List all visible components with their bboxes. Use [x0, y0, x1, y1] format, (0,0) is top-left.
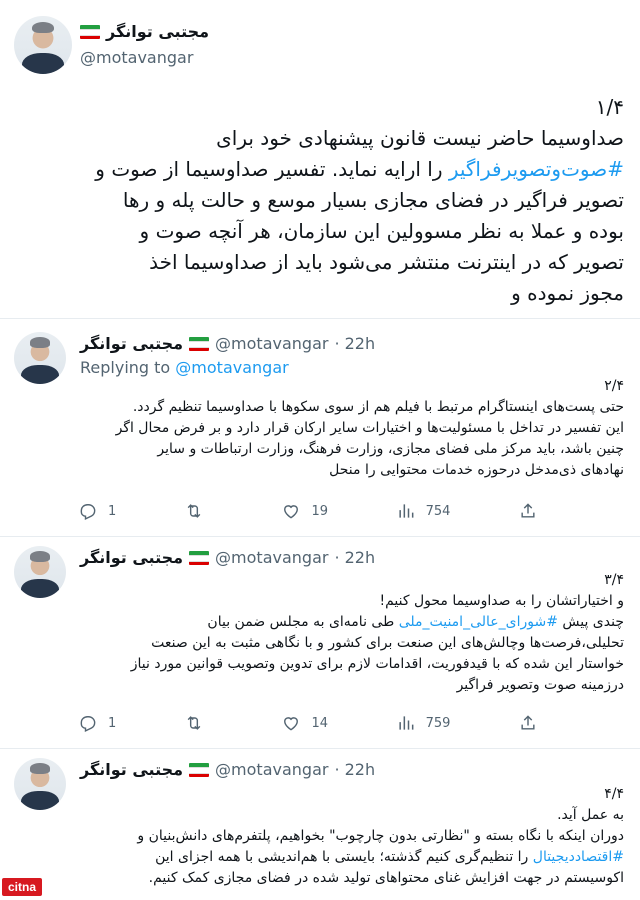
replying-to-handle[interactable]: @motavangar — [175, 358, 289, 377]
author-name[interactable]: مجتبی توانگر — [80, 334, 184, 353]
views-button[interactable] — [396, 713, 451, 733]
share-icon — [518, 713, 538, 733]
reply-text: ۲/۴ حتی پست‌های اینستاگرام مرتبط با فیلم هم از سوی سکوها با صداوسیما تنظیم گردد. این تفسیر در تداخل با مسئولیت‌ها و اختیارات سایر ارکان قرار دارد و بر فرض محال اگر چنین باشد، باید مرکز ملی فضای مجازی، وزارت فرهنگ، وزارت ارتباطات و سایر نهادهای ذی‌مدخل درحوزه خدمات محتوایی را منحل — [80, 376, 624, 481]
reply-counter: ۳/۴ — [604, 572, 624, 588]
iran-flag-icon — [80, 25, 100, 39]
reply-header — [80, 334, 375, 353]
retweet-button[interactable] — [184, 713, 214, 733]
reply-counter: ۴/۴ — [604, 786, 624, 802]
like-count: 19 — [311, 503, 328, 519]
reply-icon — [78, 501, 98, 521]
hashtag-link[interactable]: #اقتصاددیجیتال — [532, 849, 624, 865]
author-handle[interactable]: @motavangar — [215, 548, 329, 567]
views-count: 759 — [425, 715, 451, 731]
avatar[interactable] — [14, 758, 66, 810]
divider — [0, 318, 640, 319]
tweet-time[interactable]: · 22h — [334, 548, 376, 567]
avatar[interactable] — [14, 16, 72, 74]
reply-counter: ۲/۴ — [604, 378, 624, 394]
analytics-icon — [396, 501, 416, 521]
iran-flag-icon — [189, 551, 209, 565]
author-name[interactable]: مجتبی توانگر — [80, 760, 184, 779]
tweet-time[interactable]: · 22h — [334, 334, 376, 353]
reply-text: ۳/۴ و اختیاراتشان را به صداوسیما محول کنیم! چندی پیش #شورای_عالی_امنیت_ملی طی نامه‌ای به مجلس ضمن بیان تحلیلی،فرصت‌ها وچالش‌های این صنعت برای کشور و با نگاهی مثبت به این صنعت خواستار این شده که با قیدفوریت، اقدامات لازم برای تدوین وتصویب قوانین مورد نیاز درزمینه صوت وتصویر فراگیر — [80, 570, 624, 696]
heart-icon — [281, 501, 301, 521]
tweet-actions — [78, 499, 538, 523]
views-button[interactable] — [396, 501, 451, 521]
iran-flag-icon — [189, 337, 209, 351]
author-name-row — [80, 22, 209, 41]
reply-text: ۴/۴ به عمل آید. دوران اینکه با نگاه بسته و "نظارتی بدون چارچوب" بخواهیم، پلتفرم‌های دانش‌بنیان و #اقتصاددیجیتال را تنظیم‌گری کنیم گذشته؛ بایستی با هم‌اندیشی با همه اجزای این اکوسیستم در جهت افزایش غنای محتواهای تولید شده در فضای مجازی کمک کنیم. — [80, 784, 624, 889]
share-icon — [518, 501, 538, 521]
avatar[interactable] — [14, 332, 66, 384]
author-handle[interactable]: @motavangar — [215, 760, 329, 779]
tweet-actions — [78, 711, 538, 735]
reply-header — [80, 548, 375, 567]
analytics-icon — [396, 713, 416, 733]
reply-header — [80, 760, 375, 779]
reply-count: 1 — [108, 715, 117, 731]
retweet-button[interactable] — [184, 501, 214, 521]
share-button[interactable] — [518, 501, 538, 521]
reply-icon — [78, 713, 98, 733]
like-button[interactable] — [281, 501, 328, 521]
replying-to: Replying to @motavangar — [80, 358, 289, 377]
author-handle[interactable]: @motavangar — [80, 48, 194, 67]
reply-button[interactable] — [78, 713, 116, 733]
divider — [0, 536, 640, 537]
retweet-icon — [184, 501, 204, 521]
tweet-time[interactable]: · 22h — [334, 760, 376, 779]
divider — [0, 748, 640, 749]
author-handle[interactable]: @motavangar — [215, 334, 329, 353]
watermark-logo: citna — [2, 878, 42, 896]
author-name[interactable]: مجتبی توانگر — [80, 548, 184, 567]
heart-icon — [281, 713, 301, 733]
author-name[interactable]: مجتبی توانگر — [106, 22, 210, 41]
reply-count: 1 — [108, 503, 117, 519]
main-tweet-counter: ۱/۴ — [595, 95, 624, 119]
hashtag-link[interactable]: #صوت‌وتصویرفراگیر — [448, 157, 624, 181]
like-button[interactable] — [281, 713, 328, 733]
retweet-icon — [184, 713, 204, 733]
like-count: 14 — [311, 715, 328, 731]
views-count: 754 — [425, 503, 451, 519]
share-button[interactable] — [518, 713, 538, 733]
reply-button[interactable] — [78, 501, 116, 521]
iran-flag-icon — [189, 763, 209, 777]
avatar[interactable] — [14, 546, 66, 598]
hashtag-link[interactable]: #شورای_عالی_امنیت_ملی — [398, 614, 558, 630]
main-tweet-text: ۱/۴ صداوسیما حاضر نیست قانون پیشنهادی خود برای #صوت‌وتصویرفراگیر را ارایه نماید. تفسیر صداوسیما از صوت و تصویر فراگیر در فضای مجازی بسیار موسع و حالت پله و رها بوده و عملا به نظر مسوولین این سازمان، هر آنچه صوت و تصویر که در اینترنت منتشر می‌شود باید از صداوسیما اخذ مجوز نموده و — [12, 92, 624, 309]
